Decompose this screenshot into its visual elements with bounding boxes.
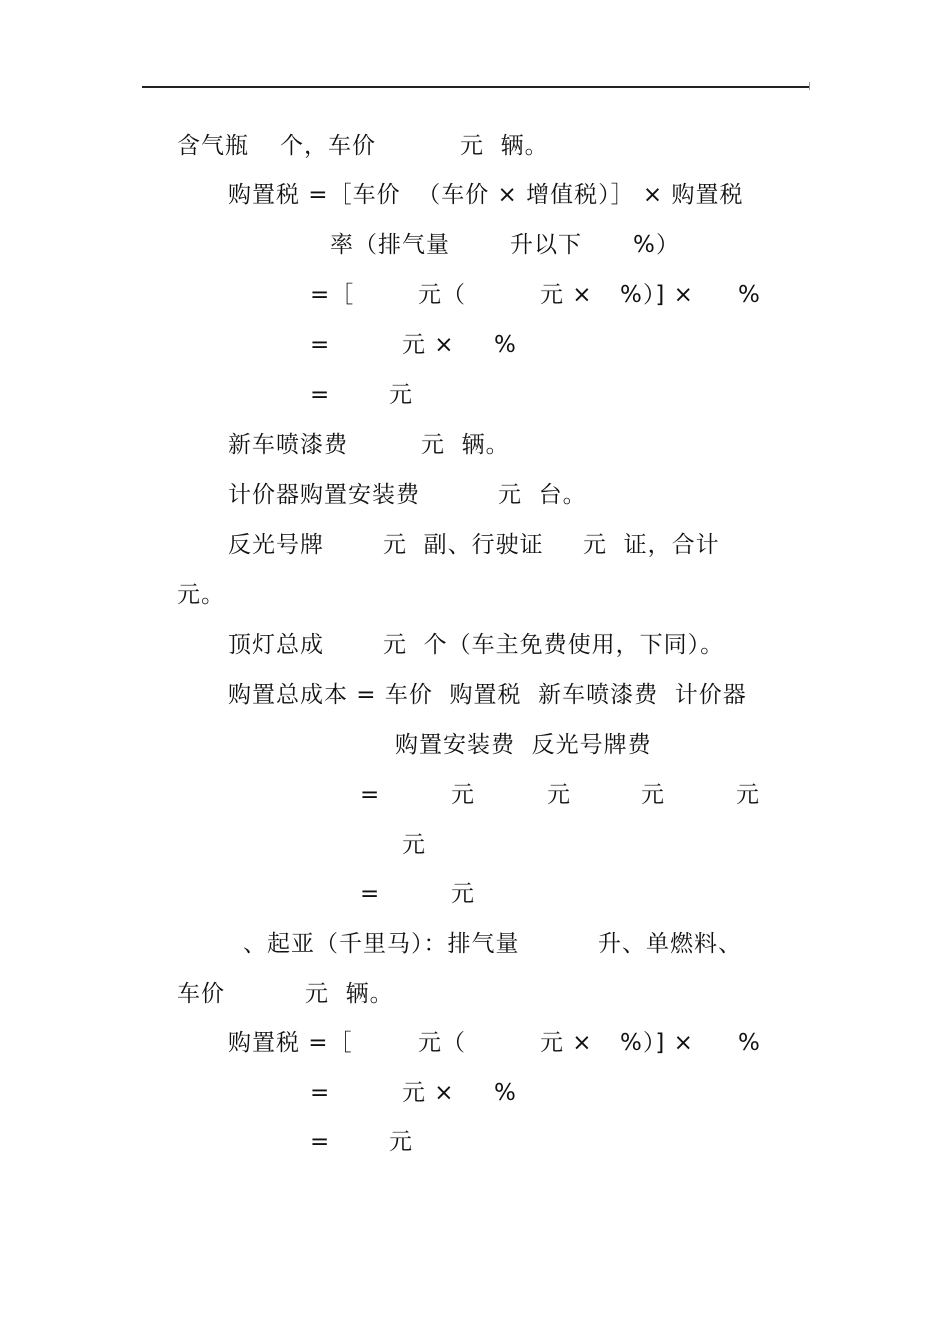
text-meter-fee: 计价器购置安装费 — [228, 482, 420, 508]
text-paint-fee-unit: 元 辆。 — [421, 432, 510, 458]
text-yuan-times: 元 × — [402, 332, 455, 358]
text-yuan-times: 元 × — [540, 282, 593, 308]
text-percent-bracket-times: %）] × — [620, 282, 694, 308]
header-rule-end-mark — [809, 82, 810, 90]
text-percent: % — [494, 332, 517, 358]
text-total-cost-formula: 购置总成本 = 车价 购置税 新车喷漆费 计价器 — [228, 682, 747, 708]
text-roof-light-unit: 元 个（车主免费使用，下同）。 — [383, 632, 725, 658]
text-yuan-times: 元 × — [540, 1030, 593, 1056]
text-kia-tax-label: 购置税 =［ — [228, 1030, 353, 1056]
text-yuan: 元 — [736, 782, 760, 808]
text-equals: = — [360, 881, 381, 907]
text-percent: % — [738, 1030, 761, 1056]
text-yuan: 元 — [389, 382, 413, 408]
text-kia-price-label: 车价 — [177, 981, 225, 1007]
text-eq-bracket: =［ — [310, 282, 355, 308]
text-yuan: 元 — [389, 1129, 413, 1155]
text-tax-rate-percent: %） — [633, 232, 680, 258]
text-yuan-paren: 元（ — [418, 282, 466, 308]
text-yuan-times: 元 × — [402, 1080, 455, 1106]
text-yuan-paren: 元（ — [418, 1030, 466, 1056]
text-paint-fee: 新车喷漆费 — [228, 432, 348, 458]
text-yuan: 元 — [451, 782, 475, 808]
text-kia-heading: 、起亚（千里马）：排气量 — [243, 931, 520, 957]
text-tax-rate-displacement: 率（排气量 — [330, 232, 450, 258]
text-yuan: 元 — [451, 881, 475, 907]
text-plate-fee: 反光号牌 — [228, 532, 324, 558]
text-percent: % — [738, 282, 761, 308]
text-meter-fee-unit: 元 台。 — [498, 482, 587, 508]
text-equals: = — [360, 782, 381, 808]
text-plate-license: 元 副、行驶证 — [383, 532, 544, 558]
text-yuan: 元 — [402, 832, 426, 858]
text-car-price-unit: 元 辆。 — [460, 133, 549, 159]
text-license-total: 元 证，合计 — [583, 532, 720, 558]
text-total-cost-formula-cont: 购置安装费 反光号牌费 — [395, 732, 652, 758]
text-car-price-label: 个，车价 — [280, 133, 376, 159]
text-purchase-tax-formula: 购置税 =［车价 （车价 × 增值税）］ × 购置税 — [228, 182, 744, 208]
text-yuan: 元 — [547, 782, 571, 808]
text-roof-light: 顶灯总成 — [228, 632, 324, 658]
header-rule — [142, 86, 809, 88]
text-tax-rate-below: 升以下 — [510, 232, 582, 258]
text-equals: = — [310, 332, 331, 358]
text-equals: = — [310, 1080, 331, 1106]
text-total-unit: 元。 — [177, 582, 225, 608]
text-equals: = — [310, 1129, 331, 1155]
text-equals: = — [310, 382, 331, 408]
text-kia-price-unit: 元 辆。 — [305, 981, 394, 1007]
text-yuan: 元 — [641, 782, 665, 808]
text-gas-bottle: 含气瓶 — [177, 133, 249, 159]
text-kia-fuel: 升、单燃料、 — [598, 931, 742, 957]
text-percent: % — [494, 1080, 517, 1106]
text-percent-bracket-times: %）] × — [620, 1030, 694, 1056]
